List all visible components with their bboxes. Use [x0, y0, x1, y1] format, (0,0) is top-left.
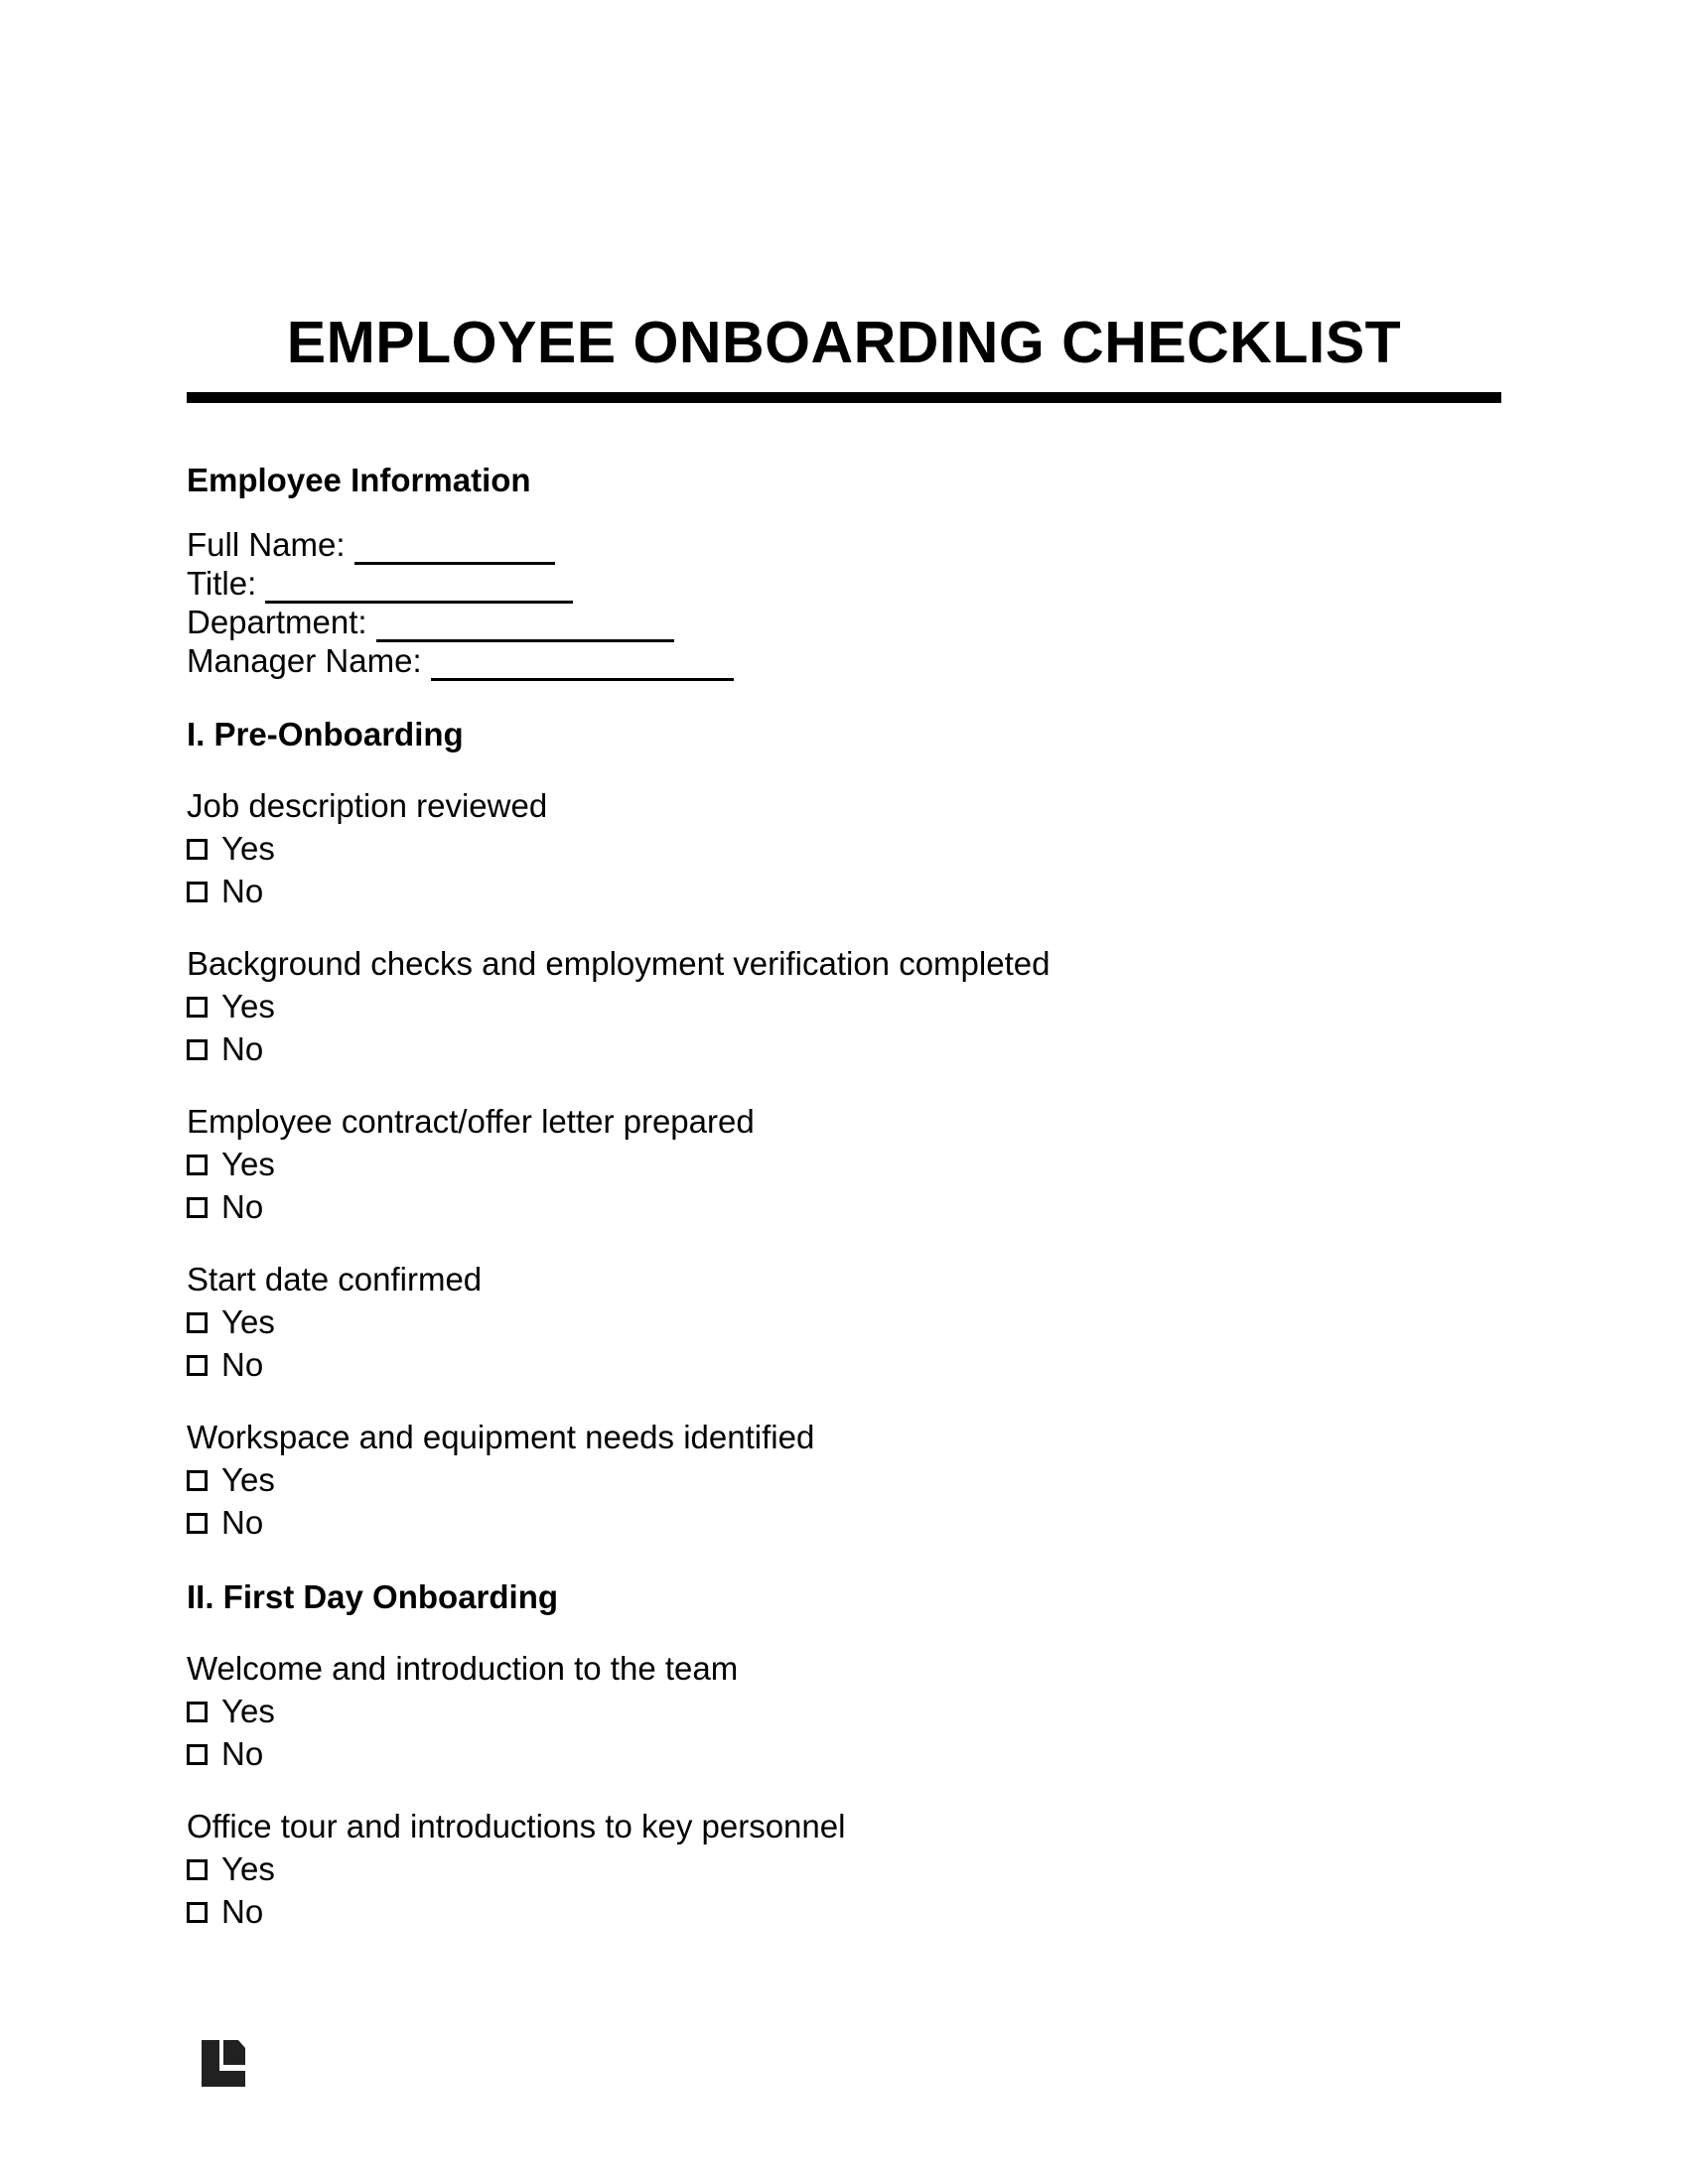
- yes-option-label: Yes: [221, 830, 275, 867]
- logo-page-icon: [223, 2040, 245, 2065]
- no-option-row: [187, 1185, 1501, 1228]
- yes-option-row: [187, 827, 1501, 870]
- checkbox-unchecked-icon[interactable]: [187, 839, 208, 860]
- section-heading-first-day-onboarding: II. First Day Onboarding: [187, 1578, 559, 1615]
- manager-name-row: [187, 642, 1501, 681]
- check-item: [187, 1258, 1501, 1386]
- check-item-label: Welcome and introduction to the team: [187, 1650, 739, 1687]
- title-row: [187, 565, 1501, 604]
- yes-option-row: [187, 1143, 1501, 1185]
- yes-option-row: [187, 1458, 1501, 1501]
- section-heading-pre-onboarding: I. Pre-Onboarding: [187, 716, 464, 752]
- check-item: [187, 942, 1501, 1070]
- checkbox-unchecked-icon[interactable]: [187, 1197, 208, 1218]
- checkbox-unchecked-icon[interactable]: [187, 1470, 208, 1491]
- checkbox-unchecked-icon[interactable]: [187, 1902, 208, 1923]
- no-option-label: No: [221, 1346, 264, 1383]
- check-item-label: Background checks and employment verification completed: [187, 945, 1051, 982]
- yes-option-label: Yes: [221, 1850, 275, 1887]
- yes-option-label: Yes: [221, 1146, 275, 1182]
- checkbox-unchecked-icon[interactable]: [187, 1513, 208, 1534]
- no-option-row: [187, 1890, 1501, 1933]
- no-option-label: No: [221, 1893, 264, 1930]
- checkbox-unchecked-icon[interactable]: [187, 882, 208, 902]
- yes-option-row: [187, 1300, 1501, 1343]
- check-item: [187, 1647, 1501, 1775]
- checkbox-unchecked-icon[interactable]: [187, 1039, 208, 1060]
- employee-information-heading: Employee Information: [187, 462, 531, 498]
- title-label: Title:: [187, 565, 257, 602]
- manager-name-label: Manager Name:: [187, 642, 422, 679]
- employee-information-block: [187, 526, 1501, 681]
- legal-templates-logo: [202, 2040, 245, 2087]
- yes-option-row: [187, 1847, 1501, 1890]
- yes-option-row: [187, 1690, 1501, 1732]
- no-option-row: [187, 1732, 1501, 1775]
- check-item-label: Office tour and introductions to key personnel: [187, 1808, 846, 1844]
- manager-name-blank[interactable]: [431, 675, 734, 681]
- no-option-row: [187, 1343, 1501, 1386]
- checkbox-unchecked-icon[interactable]: [187, 1355, 208, 1376]
- check-item-label: Start date confirmed: [187, 1261, 483, 1297]
- check-item: [187, 1805, 1501, 1933]
- department-label: Department:: [187, 604, 367, 640]
- no-option-label: No: [221, 1188, 264, 1225]
- checkbox-unchecked-icon[interactable]: [187, 1155, 208, 1175]
- check-item-label: Employee contract/offer letter prepared: [187, 1103, 755, 1140]
- checkbox-unchecked-icon[interactable]: [187, 1702, 208, 1722]
- department-row: [187, 604, 1501, 642]
- logo-bottom-bar: [202, 2071, 245, 2087]
- yes-option-row: [187, 985, 1501, 1027]
- full-name-label: Full Name:: [187, 526, 346, 563]
- check-item-label: Job description reviewed: [187, 787, 548, 824]
- yes-option-label: Yes: [221, 1693, 275, 1729]
- check-item: [187, 784, 1501, 912]
- no-option-label: No: [221, 1735, 264, 1772]
- checkbox-unchecked-icon[interactable]: [187, 1312, 208, 1333]
- no-option-row: [187, 870, 1501, 912]
- no-option-row: [187, 1501, 1501, 1544]
- checkbox-unchecked-icon[interactable]: [187, 997, 208, 1018]
- document-title: EMPLOYEE ONBOARDING CHECKLIST: [286, 310, 1402, 375]
- check-item-label: Workspace and equipment needs identified: [187, 1419, 815, 1455]
- check-item: [187, 1100, 1501, 1228]
- no-option-row: [187, 1027, 1501, 1070]
- checkbox-unchecked-icon[interactable]: [187, 1859, 208, 1880]
- checkbox-unchecked-icon[interactable]: [187, 1744, 208, 1765]
- no-option-label: No: [221, 873, 264, 909]
- full-name-row: [187, 526, 1501, 565]
- yes-option-label: Yes: [221, 1461, 275, 1498]
- no-option-label: No: [221, 1504, 264, 1541]
- title-divider-rule: [187, 392, 1501, 403]
- yes-option-label: Yes: [221, 1303, 275, 1340]
- yes-option-label: Yes: [221, 988, 275, 1024]
- check-item: [187, 1416, 1501, 1544]
- no-option-label: No: [221, 1030, 264, 1067]
